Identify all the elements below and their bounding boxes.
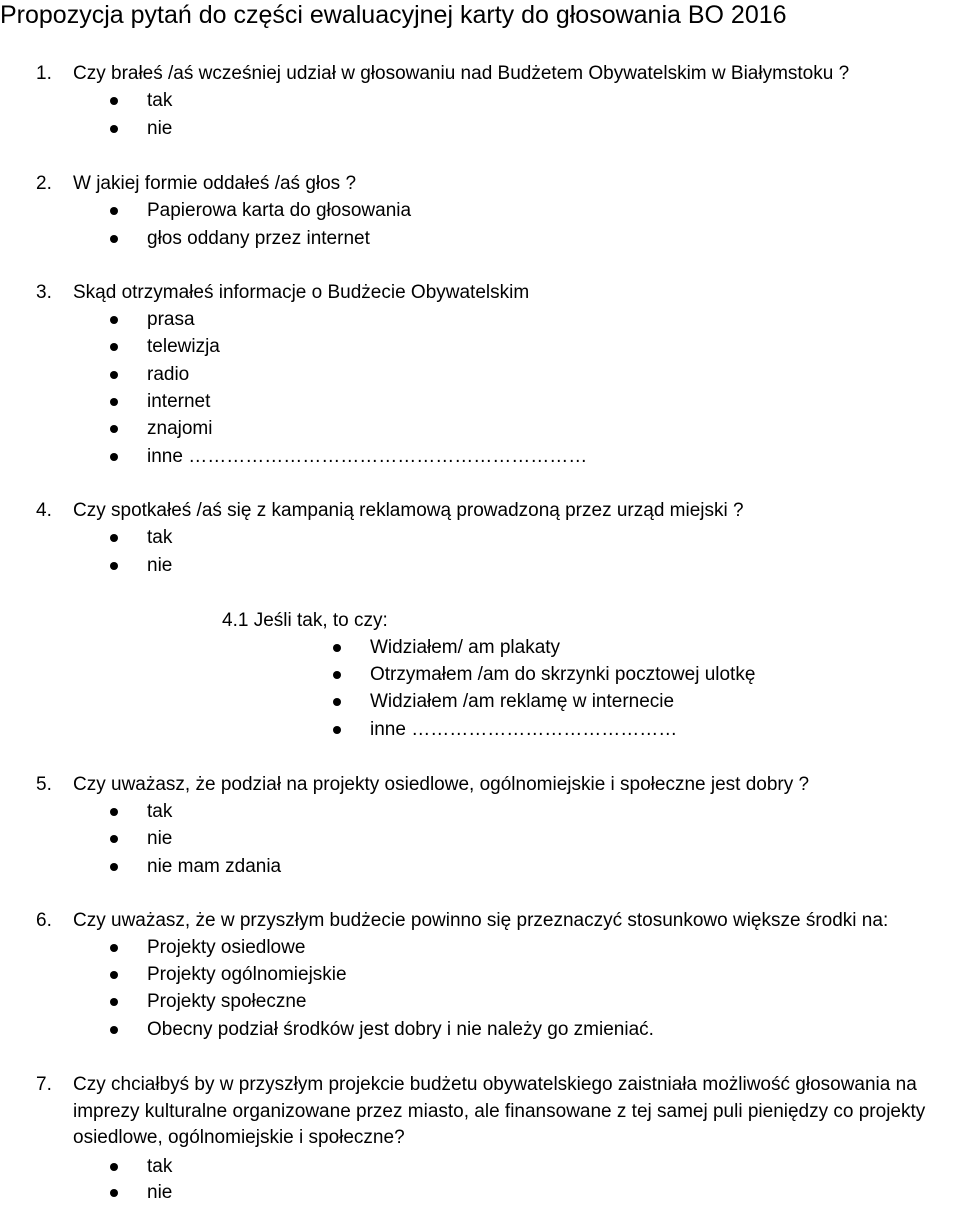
option-label: nie <box>147 555 173 576</box>
bullet-icon <box>110 534 118 542</box>
option-label: głos oddany przez internet <box>147 228 370 249</box>
option-label: Projekty ogólnomiejskie <box>147 964 347 985</box>
bullet-icon <box>333 671 341 679</box>
option-label: nie <box>147 828 173 849</box>
bullet-icon <box>110 97 118 105</box>
bullet-icon <box>110 316 118 324</box>
question-number: 6. <box>36 910 52 931</box>
bullet-icon <box>110 863 118 871</box>
question-number: 7. <box>36 1074 52 1095</box>
bullet-icon <box>110 1163 118 1171</box>
bullet-icon <box>333 644 341 652</box>
option-label: Obecny podział środków jest dobry i nie należy go zmieniać. <box>147 1019 654 1040</box>
bullet-icon <box>110 562 118 570</box>
option-label: tak <box>147 1156 173 1177</box>
bullet-icon <box>110 398 118 406</box>
question-text: Czy uważasz, że w przyszłym budżecie powinno się przeznaczyć stosunkowo większe środki na: <box>73 910 889 931</box>
option-label: Projekty społeczne <box>147 991 307 1012</box>
bullet-icon <box>110 207 118 215</box>
bullet-icon <box>110 343 118 351</box>
option-label: Widziałem/ am plakaty <box>370 637 561 658</box>
option-label: Widziałem /am reklamę w internecie <box>370 691 675 712</box>
option-label: Projekty osiedlowe <box>147 937 306 958</box>
bullet-icon <box>110 971 118 979</box>
bullet-icon <box>110 944 118 952</box>
question-number: 4. <box>36 500 52 521</box>
bullet-icon <box>333 726 341 734</box>
option-label: nie <box>147 118 173 139</box>
subquestion-4-1: 4.1 Jeśli tak, to czy: <box>222 610 388 631</box>
bullet-icon <box>110 453 118 461</box>
question-text: Czy uważasz, że podział na projekty osiedlowe, ogólnomiejskie i społeczne jest dobry ? <box>73 774 810 795</box>
question-number: 3. <box>36 282 52 303</box>
question-text: Czy spotkałeś /aś się z kampanią reklamową prowadzoną przez urząd miejski ? <box>73 500 744 521</box>
option-label: tak <box>147 90 173 111</box>
question-text: W jakiej formie oddałeś /aś głos ? <box>73 173 357 194</box>
question-text: Czy brałeś /aś wcześniej udział w głosowaniu nad Budżetem Obywatelskim w Białymstoku ? <box>73 63 850 84</box>
question-text: Czy chciałbyś by w przyszłym projekcie budżetu obywatelskiego zaistniała możliwość głosowania na imprezy kulturalne organizowane przez miasto, ale finansowane z tej samej puli pieniędzy co projekty osiedlowe, ogólnomiejskie i społeczne? <box>73 1074 926 1148</box>
option-label: inne …………………………………… <box>370 719 678 740</box>
option-label: telewizja <box>147 336 220 357</box>
bullet-icon <box>110 235 118 243</box>
bullet-icon <box>110 835 118 843</box>
question-7 <box>36 1072 960 1152</box>
option-label: internet <box>147 391 211 412</box>
bullet-icon <box>110 808 118 816</box>
option-label: Otrzymałem /am do skrzynki pocztowej ulotkę <box>370 664 756 685</box>
bullet-icon <box>110 371 118 379</box>
option-label: tak <box>147 527 173 548</box>
option-label: nie mam zdania <box>147 856 282 877</box>
question-text: Skąd otrzymałeś informacje o Budżecie Obywatelskim <box>73 282 530 303</box>
option-label: inne ……………………………………………………… <box>147 446 588 467</box>
bullet-icon <box>110 125 118 133</box>
question-number: 5. <box>36 774 52 795</box>
bullet-icon <box>110 1026 118 1034</box>
bullet-icon <box>110 1189 118 1197</box>
option-label: znajomi <box>147 418 213 439</box>
option-label: tak <box>147 801 173 822</box>
option-label: Papierowa karta do głosowania <box>147 200 412 221</box>
option-label: prasa <box>147 309 195 330</box>
option-label: nie <box>147 1182 173 1203</box>
bullet-icon <box>333 698 341 706</box>
bullet-icon <box>110 998 118 1006</box>
question-number: 2. <box>36 173 52 194</box>
option-label: radio <box>147 364 190 385</box>
bullet-icon <box>110 425 118 433</box>
document-title: Propozycja pytań do części ewaluacyjnej karty do głosowania BO 2016 <box>0 1 787 29</box>
question-number: 1. <box>36 63 52 84</box>
